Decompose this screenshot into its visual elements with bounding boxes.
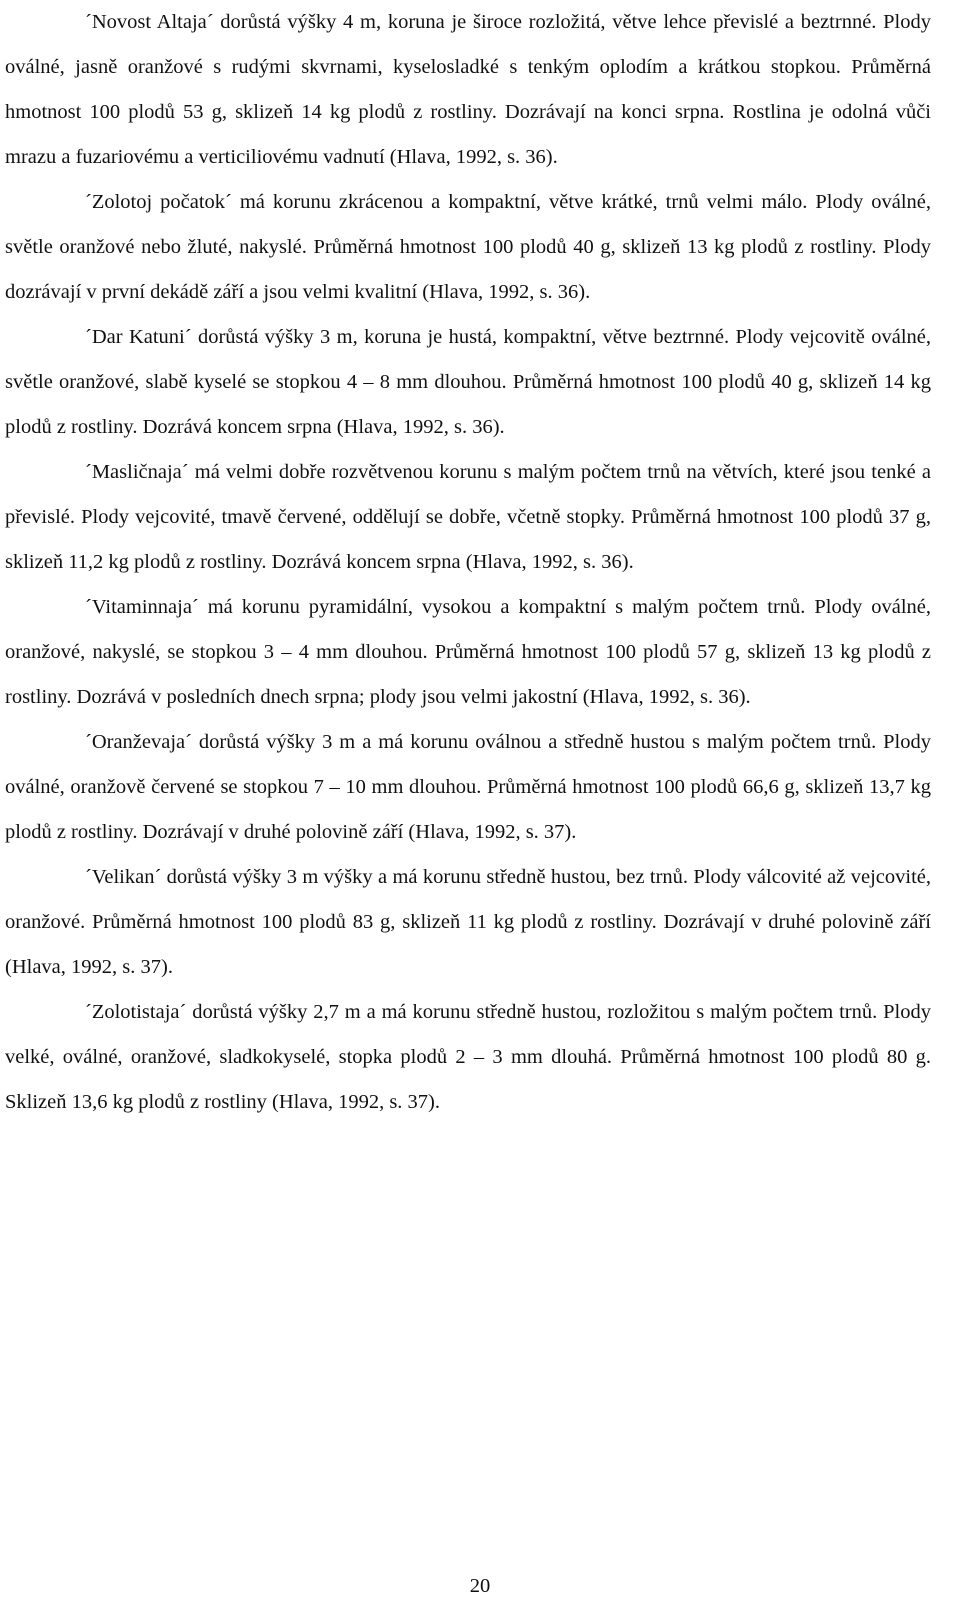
paragraph-maslicnaja: ´Masličnaja´ má velmi dobře rozvětvenou korunu s malým počtem trnů na větvích, které jsou tenké a převislé. Plody vejcovité, tmavě červené, oddělují se dobře, včetně stopky. Průměrná hmotnost 100 plodů 37 g, sklizeň 11,2 kg plodů z rostliny. Dozrává koncem srpna (Hlava, 1992, s. 36).	[5, 461, 931, 573]
paragraph-zolotistaja: ´Zolotistaja´ dorůstá výšky 2,7 m a má korunu středně hustou, rozložitou s malým počtem trnů. Plody velké, oválné, oranžové, sladkokyselé, stopka plodů 2 – 3 mm dlouhá. Průměrná hmotnost 100 plodů 80 g. Sklizeň 13,6 kg plodů z rostliny (Hlava, 1992, s. 37).	[5, 1001, 931, 1113]
paragraph-dar-katuni: ´Dar Katuni´ dorůstá výšky 3 m, koruna je hustá, kompaktní, větve beztrnné. Plody vejcovitě oválné, světle oranžové, slabě kyselé se stopkou 4 – 8 mm dlouhou. Průměrná hmotnost 100 plodů 40 g, sklizeň 14 kg plodů z rostliny. Dozrává koncem srpna (Hlava, 1992, s. 36).	[5, 326, 931, 438]
paragraph-vitaminnaja: ´Vitaminnaja´ má korunu pyramidální, vysokou a kompaktní s malým počtem trnů. Plody oválné, oranžové, nakyslé, se stopkou 3 – 4 mm dlouhou. Průměrná hmotnost 100 plodů 57 g, sklizeň 13 kg plodů z rostliny. Dozrává v posledních dnech srpna; plody jsou velmi jakostní (Hlava, 1992, s. 36).	[5, 596, 931, 708]
paragraph-novost-altaja: ´Novost Altaja´ dorůstá výšky 4 m, koruna je široce rozložitá, větve lehce převislé a beztrnné. Plody oválné, jasně oranžové s rudými skvrnami, kyselosladké s tenkým oplodím a krátkou stopkou. Průměrná hmotnost 100 plodů 53 g, sklizeň 14 kg plodů z rostliny. Dozrávají na konci srpna. Rostlina je odolná vůči mrazu a fuzariovému a verticiliovému vadnutí (Hlava, 1992, s. 36).	[5, 11, 931, 168]
document-page	[5, 0, 931, 1125]
paragraph-oranzevaja: ´Oranževaja´ dorůstá výšky 3 m a má korunu oválnou a středně hustou s malým počtem trnů. Plody oválné, oranžově červené se stopkou 7 – 10 mm dlouhou. Průměrná hmotnost 100 plodů 66,6 g, sklizeň 13,7 kg plodů z rostliny. Dozrávají v druhé polovině září (Hlava, 1992, s. 37).	[5, 731, 931, 843]
paragraph-velikan: ´Velikan´ dorůstá výšky 3 m výšky a má korunu středně hustou, bez trnů. Plody válcovité až vejcovité, oranžové. Průměrná hmotnost 100 plodů 83 g, sklizeň 11 kg plodů z rostliny. Dozrávají v druhé polovině září (Hlava, 1992, s. 37).	[5, 866, 931, 978]
paragraph-zolotoj-pocatok: ´Zolotoj počatok´ má korunu zkrácenou a kompaktní, větve krátké, trnů velmi málo. Plody oválné, světle oranžové nebo žluté, nakyslé. Průměrná hmotnost 100 plodů 40 g, sklizeň 13 kg plodů z rostliny. Plody dozrávají v první dekádě září a jsou velmi kvalitní (Hlava, 1992, s. 36).	[5, 191, 931, 303]
page-number: 20	[469, 1575, 491, 1597]
